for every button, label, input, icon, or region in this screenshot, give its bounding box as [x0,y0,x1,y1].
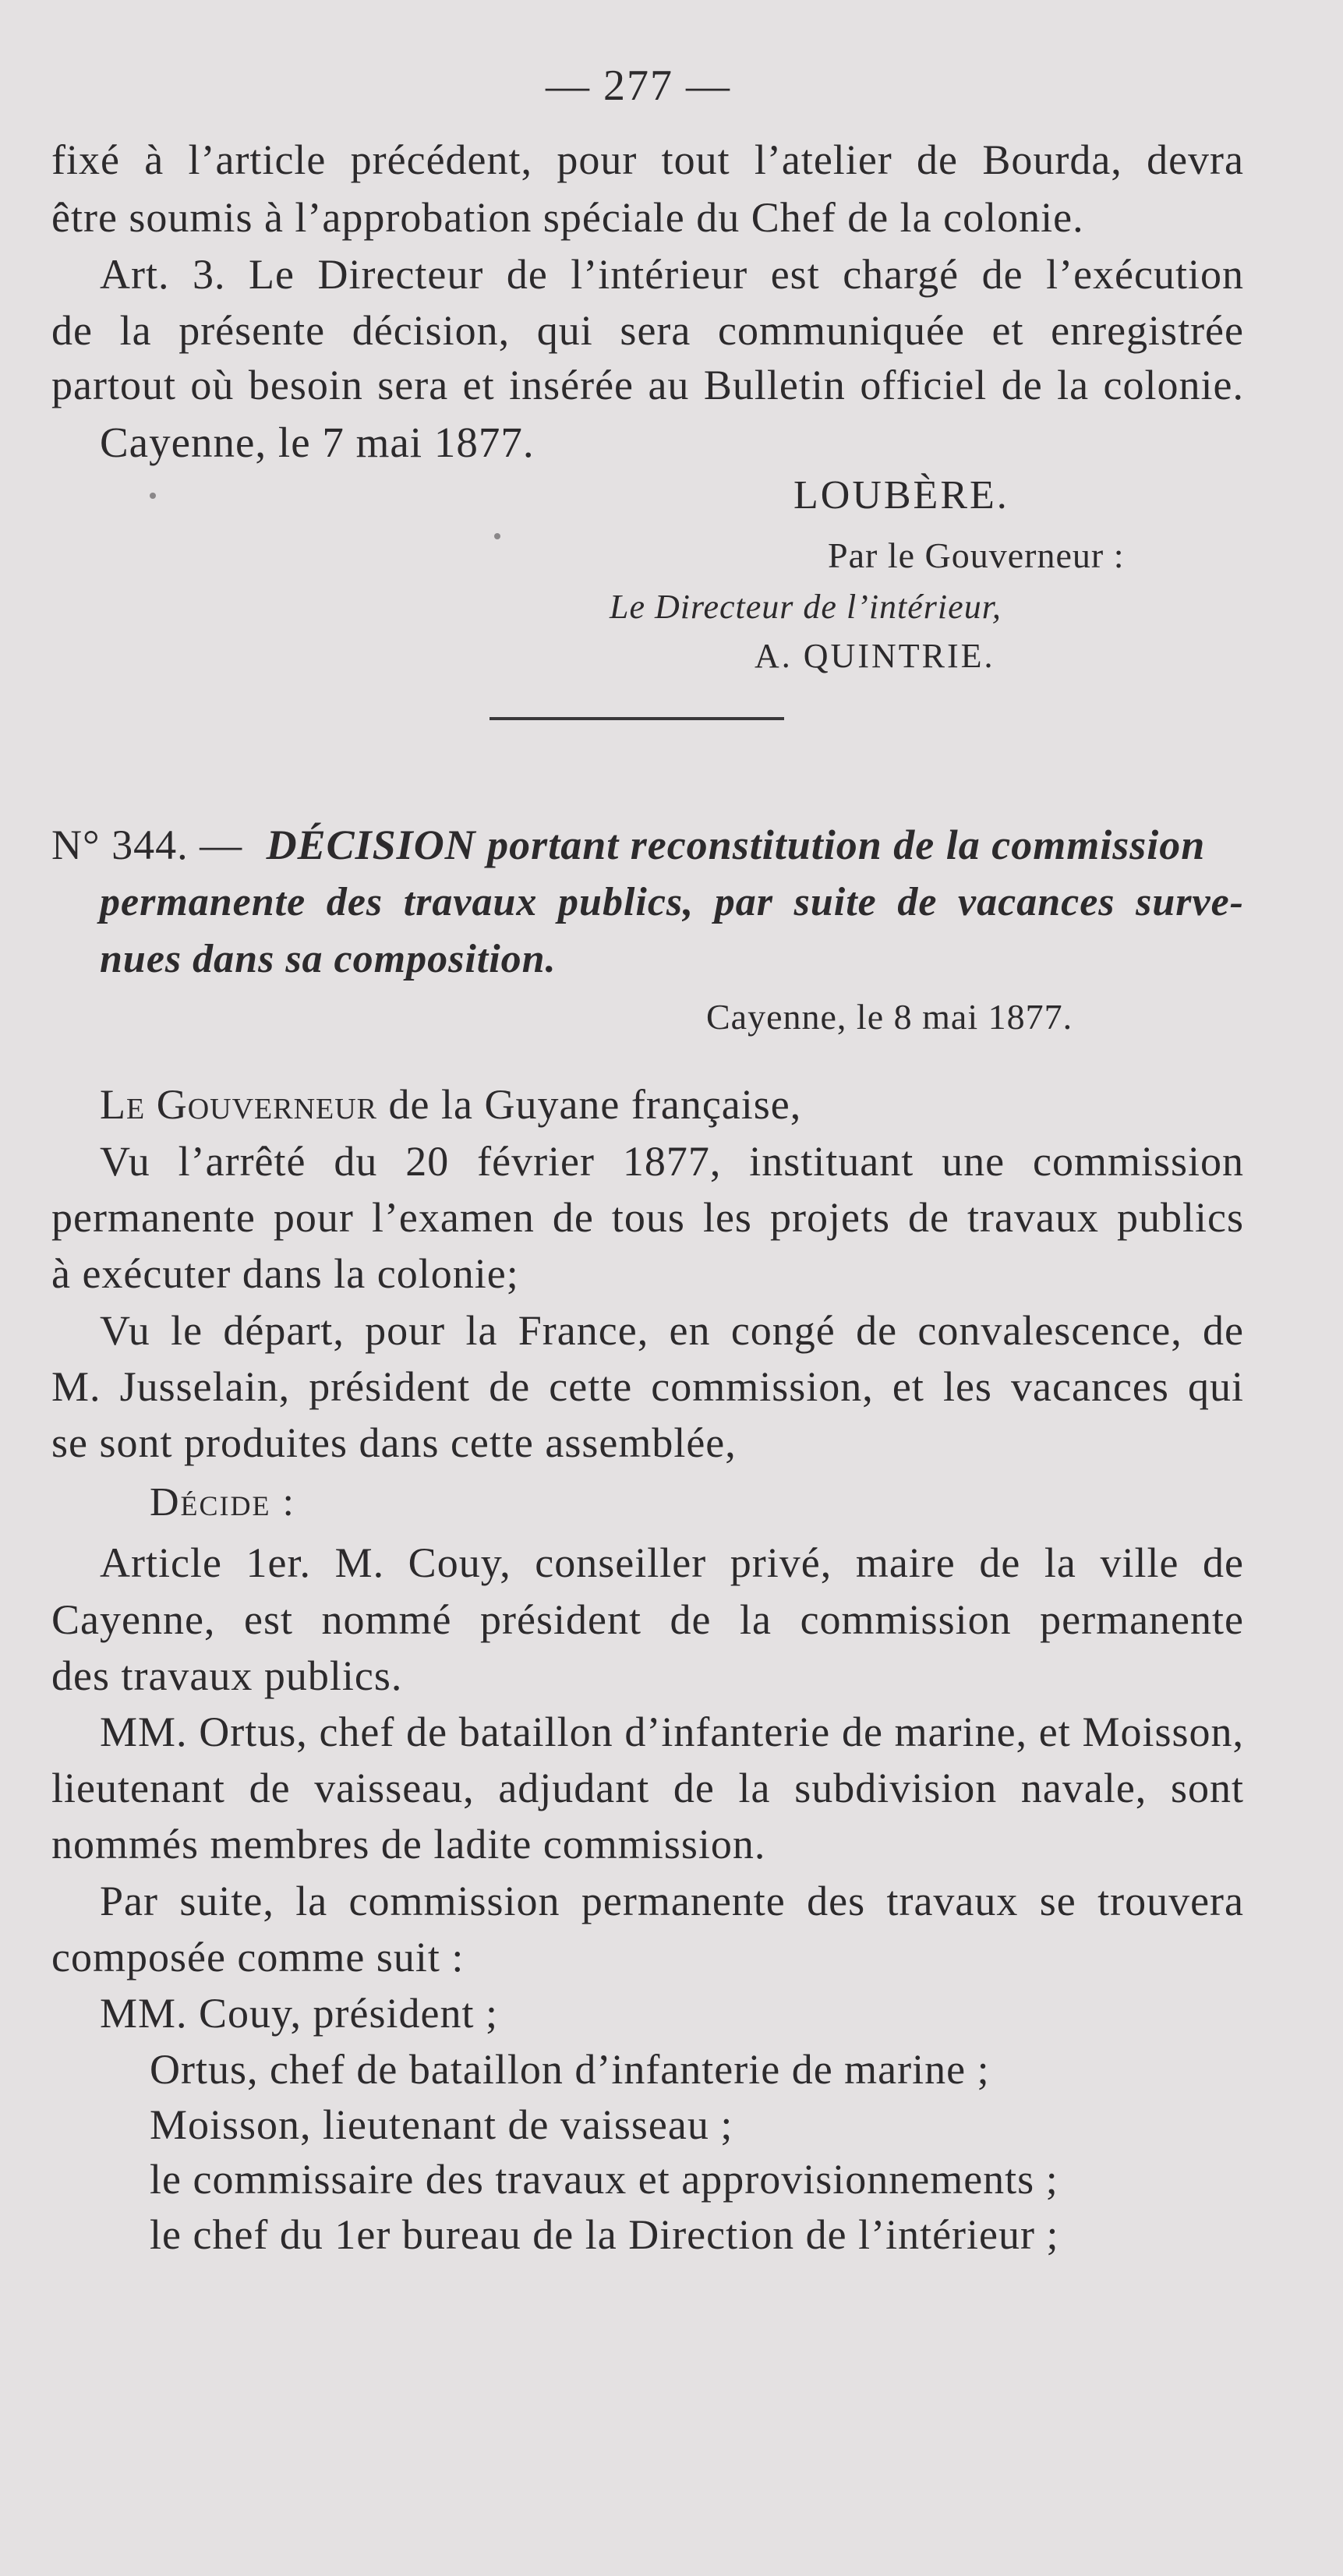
page-number: — 277 — [546,62,731,110]
ink-speck [150,493,156,499]
section-divider [489,717,784,720]
decision-title-continued: permanente des travaux publics, par suite de vacances surve- [100,880,1244,924]
text-line: être soumis à l’approbation spéciale du Chef de la colonie. [51,194,1084,241]
signer-title: Le Directeur de l’intérieur, [610,588,1002,626]
text-line: des travaux publics. [51,1652,403,1699]
member-list-item: Moisson, lieutenant de vaisseau ; [150,2101,733,2148]
text-line: Par suite, la commission permanente des travaux se trouvera [100,1878,1244,1924]
text-line: Vu l’arrêté du 20 février 1877, instituant une commission [100,1138,1244,1185]
preamble-line [100,1081,802,1128]
signer-name: LOUBÈRE. [793,473,1009,518]
member-list-item: le commissaire des travaux et approvisionnements ; [150,2156,1058,2203]
place-date: Cayenne, le 7 mai 1877. [100,419,535,466]
ink-speck [494,533,500,539]
text-line: MM. Ortus, chef de bataillon d’infanterie de marine, et Moisson, [100,1708,1244,1755]
text-line: Vu le départ, pour la France, en congé de convalescence, de [100,1307,1244,1354]
member-list-item: Ortus, chef de bataillon d’infanterie de marine ; [150,2046,990,2093]
text-line: Article 1er. M. Couy, conseiller privé, maire de la ville de [100,1539,1244,1586]
text-line: de la présente décision, qui sera communiquée et enregistrée [51,307,1244,354]
decision-title: DÉCISION portant reconstitution de la commission [266,822,1206,868]
member-list-item: le chef du 1er bureau de la Direction de l’intérieur ; [150,2211,1059,2258]
text-line: lieutenant de vaisseau, adjudant de la subdivision navale, sont [51,1765,1244,1811]
text-line: Cayenne, est nommé président de la commission permanente [51,1596,1244,1643]
decision-header-line [51,824,1244,866]
signer-title-name: A. QUINTRIE. [755,637,995,675]
text-line: à exécuter dans la colonie; [51,1250,519,1297]
decision-place-date: Cayenne, le 8 mai 1877. [706,997,1073,1037]
decision-number: N° 344. — [51,822,243,868]
signer-authority: Par le Gouverneur : [828,535,1125,575]
text-line: Art. 3. Le Directeur de l’intérieur est chargé de l’exécution [100,251,1244,298]
decide-heading: Décide : [150,1480,295,1525]
member-list-item: MM. Couy, président ; [100,1990,498,2037]
text-line: nommés membres de ladite commission. [51,1821,766,1868]
text-line: M. Jusselain, président de cette commission, et les vacances qui [51,1363,1244,1410]
text-line: fixé à l’article précédent, pour tout l’atelier de Bourda, devra [51,136,1244,183]
text-line: se sont produites dans cette assemblée, [51,1419,737,1466]
text-line: composée comme suit : [51,1934,465,1981]
text-line: partout où besoin sera et insérée au Bulletin officiel de la colonie. [51,362,1244,408]
gouverneur-heading: Le Gouverneur [100,1081,378,1128]
decision-title-continued: nues dans sa composition. [100,937,557,981]
text-line: permanente pour l’examen de tous les projets de travaux publics [51,1194,1244,1241]
gouverneur-heading-rest: de la Guyane française, [377,1081,802,1128]
